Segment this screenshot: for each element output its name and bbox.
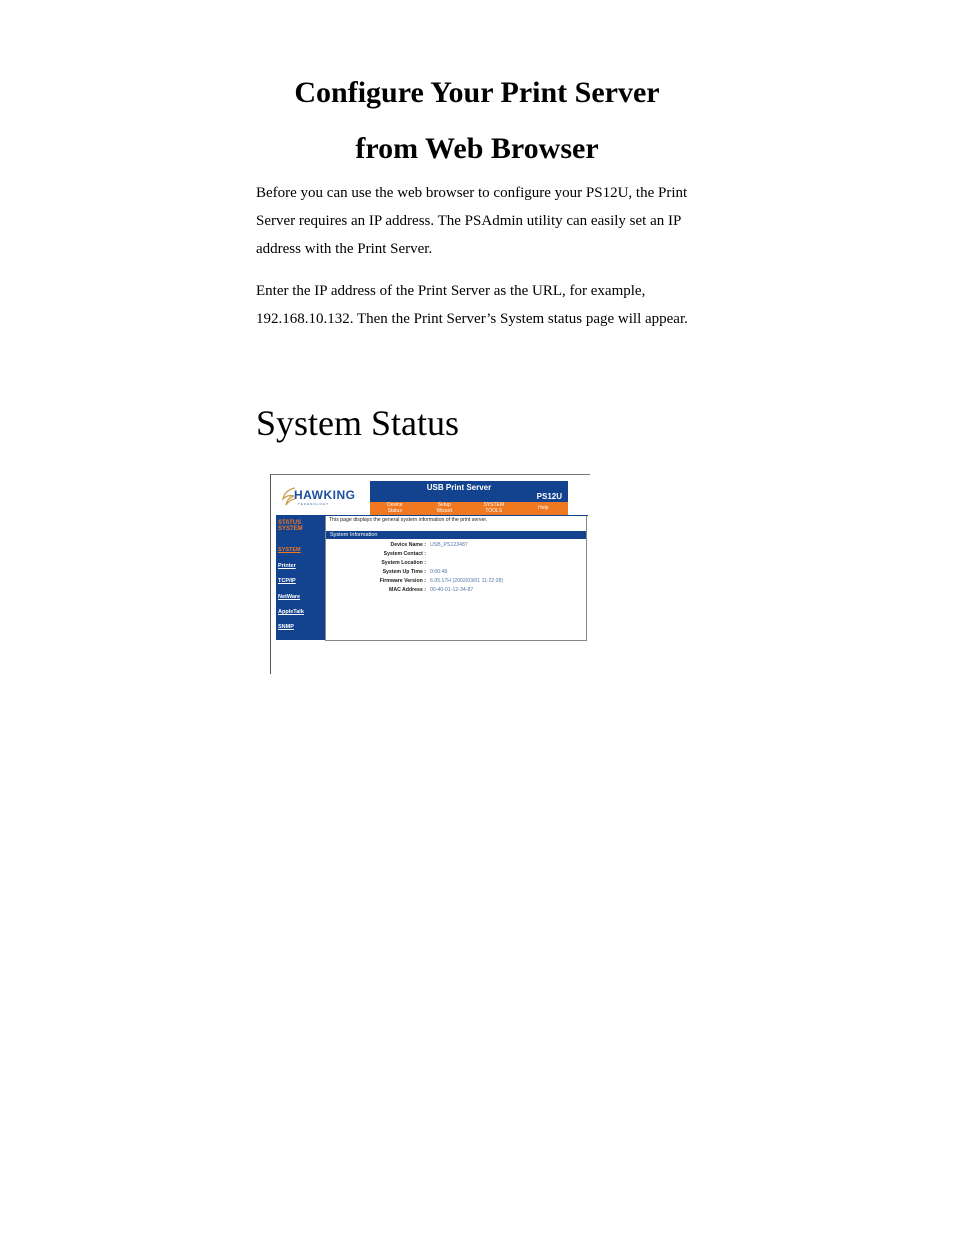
page-title-line2: from Web Browser [355, 132, 599, 165]
screenshot-frame-left [270, 474, 271, 674]
sidebar-item-netware[interactable]: NetWare [278, 594, 301, 600]
top-tabs [370, 502, 568, 515]
header-banner [370, 481, 568, 502]
page-description: This page displays the general system information of the print server. [329, 517, 488, 523]
info-row: Firmware Version : 6.05.17H (2002/03/01 11:22:28) [379, 578, 504, 584]
sidebar-item-system[interactable]: SYSTEM [278, 547, 301, 553]
sidebar-item-tcpip[interactable]: TCP/IP [278, 578, 296, 584]
hawking-logo [276, 480, 370, 516]
sidebar [276, 516, 325, 640]
info-row: System Contact : [383, 551, 426, 557]
tab-help[interactable]: Help [538, 505, 549, 511]
tab-setup-wizard[interactable]: Setup Wizard [436, 502, 453, 514]
sidebar-heading: STATUS SYSTEM [278, 520, 303, 532]
intro-paragraph: Before you can use the web browser to configure your PS12U, the Print Server requires an IP address. The PSAdmin utility can easily set an IP address with the Print Server. [256, 185, 688, 257]
screenshot-frame-top [270, 474, 590, 475]
logo-text: HAWKING [294, 488, 356, 502]
header-title: USB Print Server [426, 483, 492, 492]
tab-device-status[interactable]: Device Status [387, 502, 403, 514]
info-row: System Up Time : 0:00:48 [382, 569, 448, 575]
info-row: MAC Address : 00-40-01-12-34-87 [389, 587, 474, 593]
system-status-screenshot [270, 474, 592, 674]
system-information-bar: System Information [326, 531, 586, 539]
header-model: PS12U [536, 492, 562, 501]
logo-subtitle: TECHNOLOGY [298, 502, 330, 506]
sidebar-item-snmp[interactable]: SNMP [278, 624, 294, 630]
page-title-line1: Configure Your Print Server [294, 76, 660, 109]
tab-system-tools[interactable]: SYSTEM TOOLS [483, 502, 505, 514]
sidebar-item-printer[interactable]: Printer [278, 563, 296, 569]
url-paragraph: Enter the IP address of the Print Server as the URL, for example, 192.168.10.132. Then the Print Server’s System status page will appear. [256, 283, 688, 327]
sidebar-item-appletalk[interactable]: AppleTalk [278, 609, 304, 615]
info-row: System Location : [381, 560, 426, 566]
section-heading: System Status [256, 403, 460, 443]
info-row: Device Name : USB_PS123487 [390, 542, 468, 548]
content-panel [325, 516, 587, 641]
